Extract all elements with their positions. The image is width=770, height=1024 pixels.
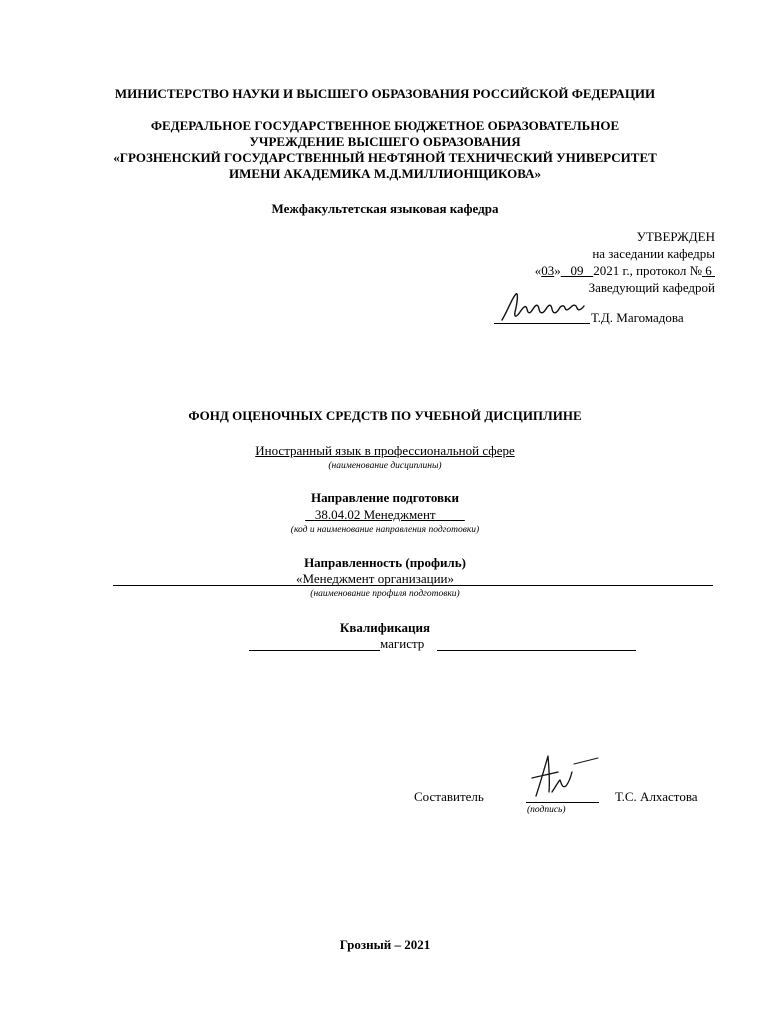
composer-label: Составитель — [414, 789, 484, 804]
approval-head-title: Заведующий кафедрой — [588, 280, 715, 295]
profile-caption: (наименование профиля подготовки) — [310, 589, 460, 599]
composer-signature-line — [526, 802, 599, 803]
signature-caption: (подпись) — [527, 805, 566, 815]
date-close-quote: » — [554, 263, 561, 278]
profile-heading: Направленность (профиль) — [304, 555, 466, 570]
profile-value: «Менеджмент организации» — [296, 571, 454, 586]
institution-line-1: ФЕДЕРАЛЬНОЕ ГОСУДАРСТВЕННОЕ БЮДЖЕТНОЕ ОБРАЗОВАТЕЛЬНОЕ — [150, 118, 620, 133]
approval-title: УТВЕРЖДЕН — [636, 229, 715, 244]
document-title: ФОНД ОЦЕНОЧНЫХ СРЕДСТВ ПО УЧЕБНОЙ ДИСЦИПЛИНЕ — [188, 408, 582, 423]
discipline-caption: (наименование дисциплины) — [328, 461, 442, 471]
approval-day: 03 — [541, 263, 555, 278]
composer-signature-image — [522, 752, 602, 802]
ministry-heading: МИНИСТЕРСТВО НАУКИ И ВЫСШЕГО ОБРАЗОВАНИЯ РОССИЙСКОЙ ФЕДЕРАЦИИ — [114, 86, 656, 101]
profile-underline — [113, 585, 713, 586]
approval-date-line — [535, 263, 715, 279]
institution-line-4: ИМЕНИ АКАДЕМИКА М.Д.МИЛЛИОНЩИКОВА» — [229, 166, 541, 181]
approval-year-protocol: 2021 г., протокол № — [593, 263, 702, 278]
city-year: Грозный – 2021 — [339, 937, 431, 952]
institution-line-2: УЧРЕЖДЕНИЕ ВЫСШЕГО ОБРАЗОВАНИЯ — [249, 134, 521, 149]
direction-value: 38.04.02 Менеджмент — [314, 507, 436, 522]
department-name: Межфакультетская языковая кафедра — [271, 201, 499, 216]
approval-meeting: на заседании кафедры — [592, 246, 715, 261]
qualification-line-left — [249, 650, 380, 651]
discipline-name: Иностранный язык в профессиональной сфере — [255, 443, 515, 458]
direction-heading: Направление подготовки — [310, 490, 460, 505]
head-name: Т.Д. Магомадова — [591, 310, 684, 325]
qualification-heading: Квалификация — [339, 620, 431, 635]
approval-month: 09 — [570, 263, 584, 278]
institution-line-3: «ГРОЗНЕНСКИЙ ГОСУДАРСТВЕННЫЙ НЕФТЯНОЙ ТЕХНИЧЕСКИЙ УНИВЕРСИТЕТ — [113, 150, 657, 165]
composer-name: Т.С. Алхастова — [615, 789, 698, 804]
approval-protocol-number: 6 — [705, 263, 712, 278]
direction-caption: (код и наименование направления подготовки) — [290, 525, 480, 535]
head-signature-image — [498, 290, 588, 326]
qualification-line-right — [437, 650, 636, 651]
qualification-value: магистр — [380, 636, 425, 651]
date-open-quote: « — [534, 263, 542, 278]
